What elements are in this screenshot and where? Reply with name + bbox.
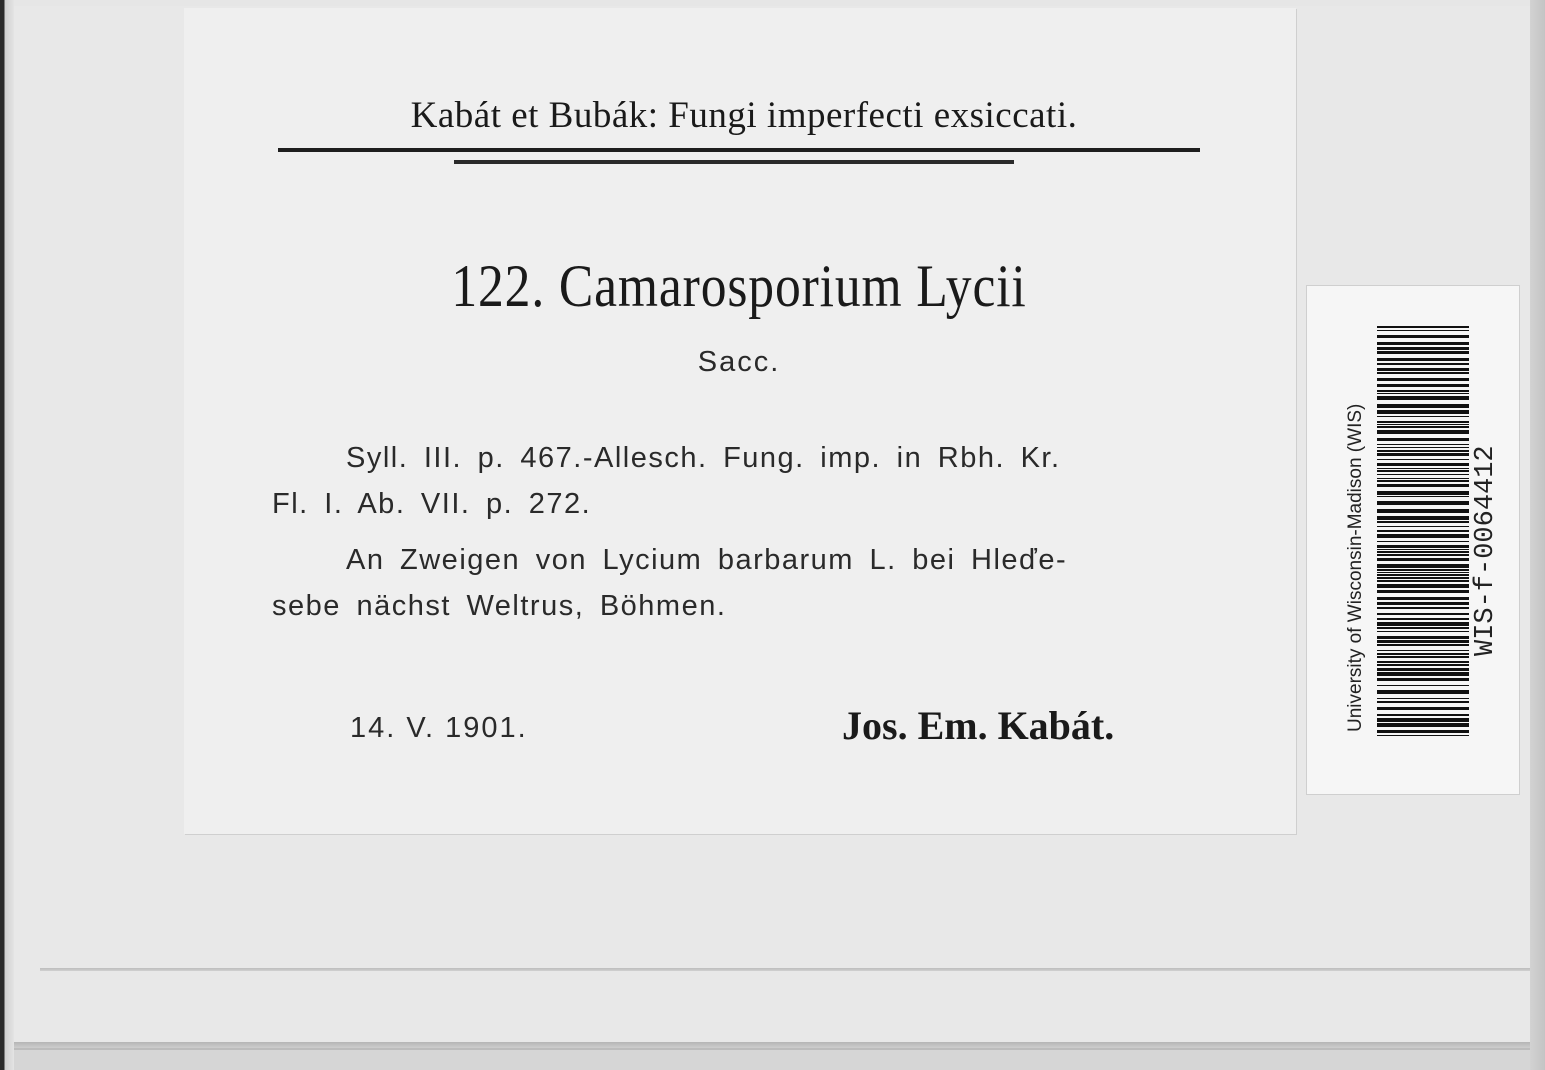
locality-line: An Zweigen von Lycium barbarum L. bei Hleďe- — [346, 544, 1068, 576]
barcode-institution: University of Wisconsin-Madison (WIS) — [1345, 403, 1366, 732]
collection-date: 14. V. 1901. — [350, 712, 528, 744]
species-author: Sacc. — [697, 346, 781, 378]
barcode-icon — [1377, 326, 1469, 736]
collector-name: Jos. Em. Kabát. — [842, 703, 1115, 748]
header-rule-secondary — [454, 160, 1014, 164]
packet-fold-line — [40, 968, 1530, 971]
specimen-label — [184, 8, 1296, 834]
species-title: 122. Camarosporium Lycii — [451, 253, 1027, 319]
barcode-label — [1306, 285, 1520, 795]
barcode-identifier: WIS-f-0064412 — [1471, 445, 1501, 656]
sheet-right-edge — [1530, 0, 1545, 1070]
reference-line-continued: Fl. I. Ab. VII. p. 272. — [272, 488, 592, 520]
locality-line-continued: sebe nächst Weltrus, Böhmen. — [272, 590, 727, 622]
series-header: Kabát et Bubák: Fungi imperfecti exsiccati. — [410, 95, 1078, 136]
sheet-bottom-edge — [14, 1042, 1539, 1048]
reference-line: Syll. III. p. 467.-Allesch. Fung. imp. in Rbh. Kr. — [346, 442, 1061, 474]
sheet-left-edge — [0, 0, 14, 1070]
header-rule — [278, 148, 1200, 152]
